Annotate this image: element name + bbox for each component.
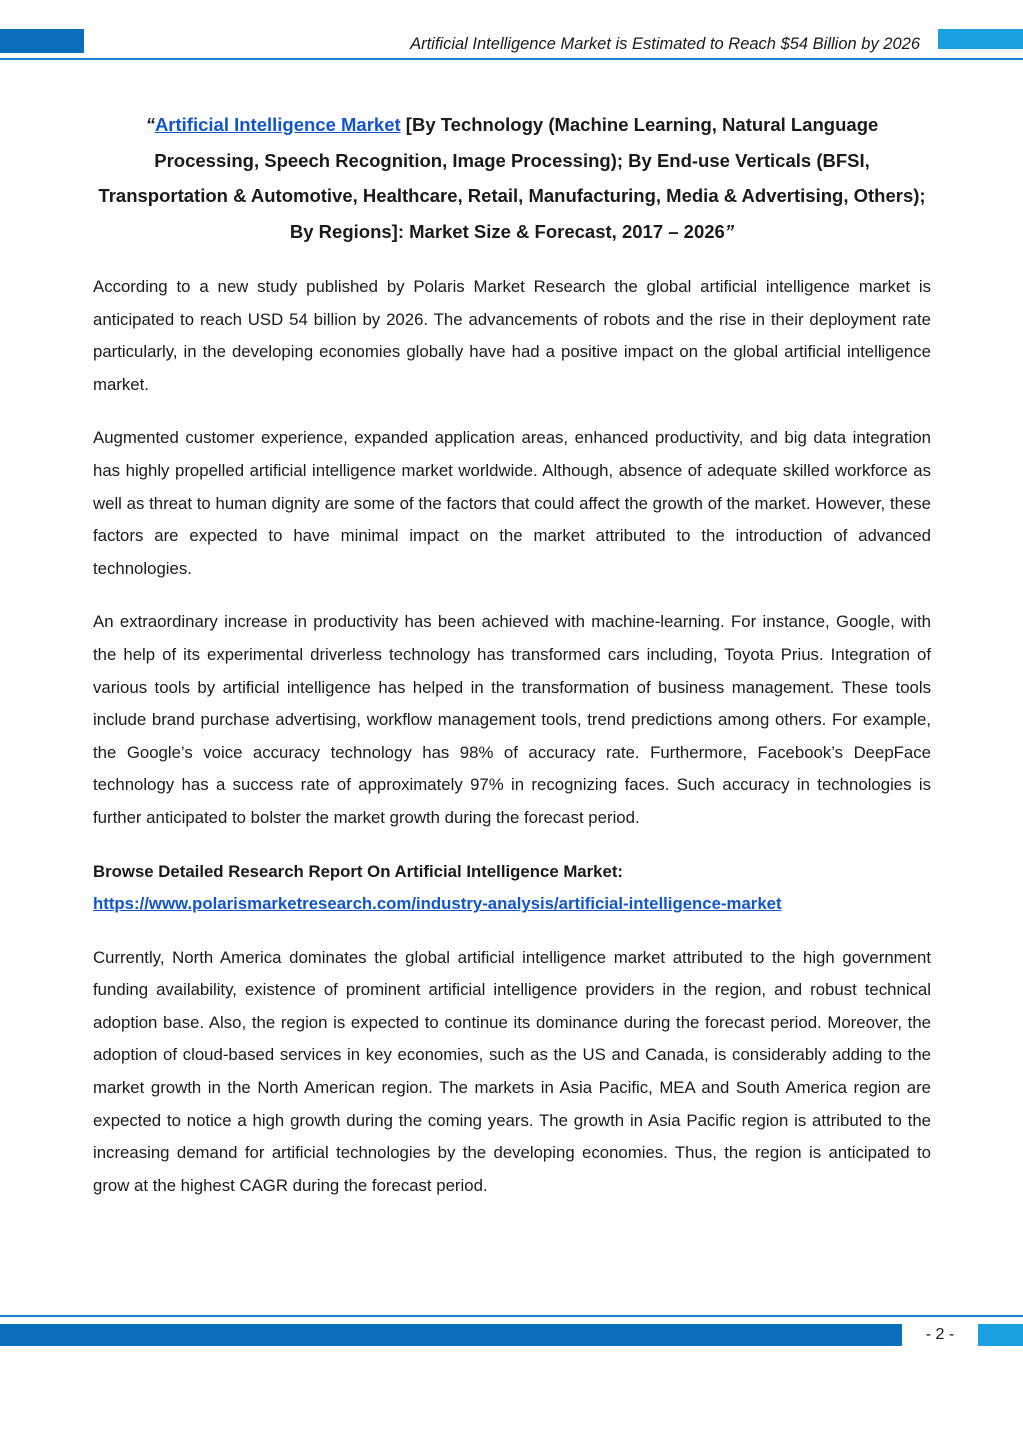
paragraph-1: According to a new study published by Polaris Market Research the global artificial intelligence market is anticipated to reach USD 54 billion by 2026. The advancements of robots and the rise in their deployment rate particularly, in the developing economies globally have had a positive impact on the global artificial intelligence market. — [93, 277, 931, 394]
body-content — [93, 271, 931, 1223]
paragraph-3: An extraordinary increase in productivity has been achieved with machine-learning. For instance, Google, with the help of its experimental driverless technology has transformed cars including, Toyota Prius. Integration of various tools by artificial intelligence has helped in the transformation of business management. These tools include brand purchase advertising, workflow management tools, trend predictions among others. For example, the Google’s voice accuracy technology has 98% of accuracy rate. Furthermore, Facebook’s DeepFace technology has a success rate of approximately 97% in recognizing faces. Such accuracy in technologies is further anticipated to bolster the market growth during the forecast period. — [93, 612, 931, 827]
header-accent-left — [0, 29, 84, 53]
paragraph-2: Augmented customer experience, expanded application areas, enhanced productivity, and big data integration has highly propelled artificial intelligence market worldwide. Although, absence of adequate skilled workforce as well as threat to human dignity are some of the factors that could affect the growth of the market. However, these factors are expected to have minimal impact on the market attributed to the introduction of advanced technologies. — [93, 428, 931, 578]
paragraph-4: Currently, North America dominates the global artificial intelligence market attributed to the high government funding availability, existence of prominent artificial intelligence providers in the region, and robust technical adoption base. Also, the region is expected to continue its dominance during the forecast period. Moreover, the adoption of cloud-based services in key economies, such as the US and Canada, is considerably adding to the market growth in the North American region. The markets in Asia Pacific, MEA and South America region are expected to notice a high growth during the coming years. The growth in Asia Pacific region is attributed to the increasing demand for artificial technologies by the developing economies. Thus, the region is anticipated to grow at the highest CAGR during the forecast period. — [93, 947, 931, 1195]
footer-accent-right — [978, 1324, 1023, 1346]
footer-bar — [0, 1324, 902, 1346]
document-title — [93, 107, 931, 249]
title-text: [By Technology (Machine Learning, Natural Language Processing, Speech Recognition, Image Processing); By End-use Verticals (BFSI, Transportation & Automotive, Healthcare, Retail, Manufacturing, Media & Advertising, Others); By Regions]: Market Size & Forecast, 2017 – 2026 — [98, 114, 926, 242]
browse-report-link[interactable]: https://www.polarismarketresearch.com/industry-analysis/artificial-intelligence-market — [93, 894, 782, 914]
footer-divider — [0, 1315, 1023, 1317]
page-number: - 2 - — [925, 1326, 955, 1343]
header-title: Artificial Intelligence Market is Estimated to Reach $54 Billion by 2026 — [410, 35, 920, 53]
title-close-quote: ” — [724, 220, 735, 242]
header-divider — [0, 58, 1023, 60]
browse-report-section — [93, 856, 931, 921]
title-market-link[interactable]: Artificial Intelligence Market — [154, 114, 401, 135]
title-open-quote: “ — [145, 114, 155, 135]
browse-report-label: Browse Detailed Research Report On Artificial Intelligence Market: — [93, 861, 624, 881]
header-accent-right — [938, 29, 1023, 49]
